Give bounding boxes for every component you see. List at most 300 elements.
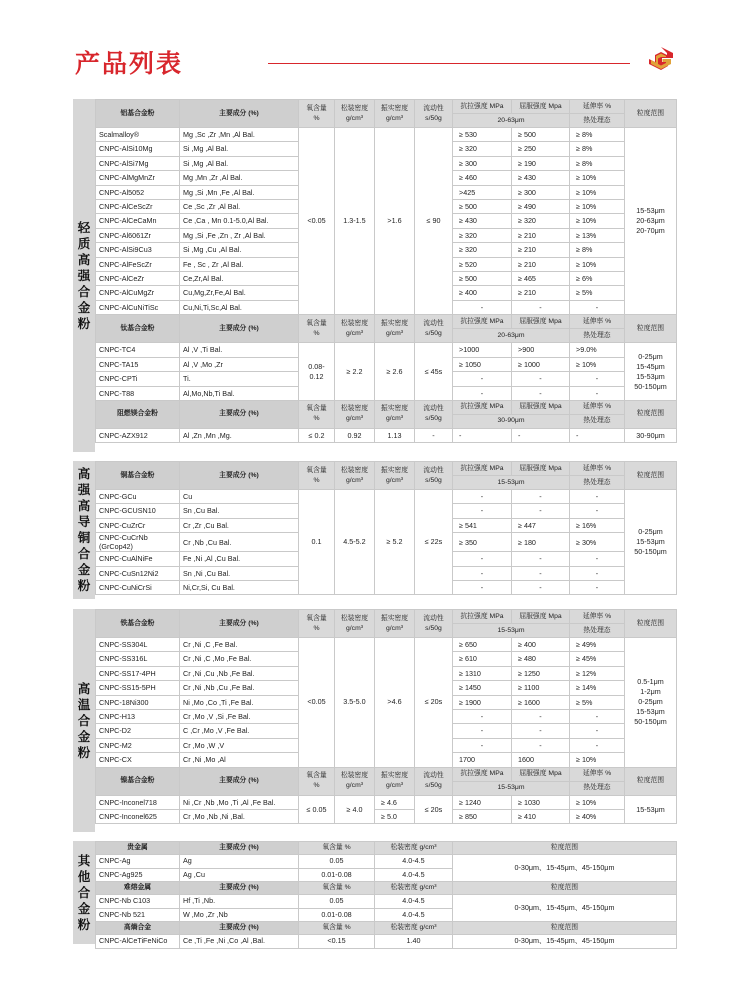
composition: Sn ,Cu Bal. — [180, 504, 299, 518]
elongation: ≥ 10% — [570, 200, 625, 214]
column-subheader: 热处理态 — [570, 624, 625, 638]
product-name: CNPC-CuSn12Ni2 — [96, 566, 180, 580]
composition: Ni,Cr,Si, Cu Bal. — [180, 581, 299, 595]
column-header: 流动性 s/50g — [415, 767, 453, 795]
yield-strength: ≥ 490 — [512, 200, 570, 214]
column-header: 流动性 s/50g — [415, 462, 453, 490]
column-header: 屈服强度 Mpa — [512, 462, 570, 476]
table-row — [96, 428, 677, 442]
section-label-char: 合 — [77, 712, 91, 728]
section-label — [73, 609, 95, 832]
product-name: CNPC-AlMgMnZr — [96, 171, 180, 185]
composition: Al ,V ,Mo ,Zr — [180, 357, 299, 371]
section-label-char: 金 — [77, 562, 91, 577]
bulk-density: 4.0-4.5 — [375, 908, 453, 922]
product-name: CNPC-SS15-5PH — [96, 681, 180, 695]
column-header: 粒度范围 — [625, 462, 677, 490]
oxygen-content: <0.05 — [299, 128, 335, 315]
column-header: 主要成分 (%) — [180, 882, 299, 895]
yield-strength: ≥ 1600 — [512, 695, 570, 709]
product-table-other — [95, 841, 677, 949]
tensile-strength: - — [453, 300, 512, 314]
section-label — [73, 461, 95, 599]
yield-strength: - — [512, 581, 570, 595]
tensile-strength: ≥ 1240 — [453, 795, 512, 809]
product-name: CNPC-D2 — [96, 724, 180, 738]
section-label-char: 金 — [77, 728, 91, 744]
product-name: CNPC-Al6061Zr — [96, 228, 180, 242]
column-header: 主要成分 (%) — [180, 842, 299, 855]
product-name: CNPC-CuNiCrSi — [96, 581, 180, 595]
elongation: - — [570, 490, 625, 504]
bulk-density: 1.40 — [375, 935, 453, 949]
tap-density: ≥ 2.6 — [375, 343, 415, 401]
product-name: CNPC-AlFeScZr — [96, 257, 180, 271]
column-header: 粒度范围 — [453, 922, 677, 935]
elongation: - — [570, 566, 625, 580]
product-name: CNPC-AlCeZr — [96, 272, 180, 286]
section-label-char: 高 — [77, 680, 91, 696]
product-name: CNPC-SS17-4PH — [96, 666, 180, 680]
yield-strength: ≥ 1100 — [512, 681, 570, 695]
table-cell: 0.92 — [335, 428, 375, 442]
yield-strength: ≥ 210 — [512, 286, 570, 300]
section-label-char: 高 — [77, 498, 91, 513]
flowability: ≤ 20s — [415, 638, 453, 768]
composition: Cr ,Ni ,C ,Fe Bal. — [180, 638, 299, 652]
tensile-strength: - — [453, 386, 512, 400]
title-divider — [268, 63, 630, 64]
elongation: - — [570, 428, 625, 442]
particle-size: 0-25μm 15-53μm 50-150μm — [625, 490, 677, 595]
tensile-strength: - — [453, 738, 512, 752]
column-subheader: 热处理态 — [570, 781, 625, 795]
yield-strength: - — [512, 490, 570, 504]
elongation: ≥ 12% — [570, 666, 625, 680]
tensile-strength: - — [453, 724, 512, 738]
elongation: ≥ 8% — [570, 142, 625, 156]
column-header: 松装密度 g/cm³ — [335, 462, 375, 490]
flowability: ≤ 45s — [415, 343, 453, 401]
product-name: CNPC-Inconel625 — [96, 810, 180, 824]
elongation: ≥ 6% — [570, 272, 625, 286]
composition: Fe ,Ni ,Al ,Cu Bal. — [180, 552, 299, 566]
column-header: 氧含量 % — [299, 400, 335, 428]
column-header: 抗拉强度 MPa — [453, 315, 512, 329]
column-header: 松装密度 g/cm³ — [335, 767, 375, 795]
column-subheader: 15-53μm — [453, 781, 570, 795]
column-header: 贵金属 — [96, 842, 180, 855]
yield-strength: >900 — [512, 343, 570, 357]
product-table-high-temp — [95, 609, 677, 824]
column-header: 流动性 s/50g — [415, 315, 453, 343]
particle-size: 15-53μm — [625, 795, 677, 824]
tensile-strength: ≥ 500 — [453, 200, 512, 214]
composition: Ag ,Cu — [180, 868, 299, 882]
yield-strength: ≥ 210 — [512, 243, 570, 257]
elongation: ≥ 8% — [570, 156, 625, 170]
yield-strength: ≥ 410 — [512, 810, 570, 824]
product-name: CNPC-AlCuNiTiSc — [96, 300, 180, 314]
column-header: 粒度范围 — [625, 400, 677, 428]
yield-strength: ≥ 1030 — [512, 795, 570, 809]
column-header: 延伸率 % — [570, 400, 625, 414]
yield-strength: - — [512, 504, 570, 518]
product-name: CNPC-18Ni300 — [96, 695, 180, 709]
column-header: 抗拉强度 MPa — [453, 610, 512, 624]
yield-strength: ≥ 250 — [512, 142, 570, 156]
column-header: 氧含量 % — [299, 922, 375, 935]
elongation: - — [570, 372, 625, 386]
column-header: 延伸率 % — [570, 315, 625, 329]
elongation: ≥ 8% — [570, 128, 625, 142]
section-label-char: 高 — [77, 466, 91, 481]
composition: Cr ,Zr ,Cu Bal. — [180, 518, 299, 532]
section-light-alloys — [73, 99, 676, 452]
tensile-strength: - — [453, 428, 512, 442]
flowability: ≤ 20s — [415, 795, 453, 824]
column-header: 延伸率 % — [570, 462, 625, 476]
column-subheader: 热处理态 — [570, 414, 625, 428]
tensile-strength: ≥ 320 — [453, 142, 512, 156]
column-header: 松装密度 g/cm³ — [375, 842, 453, 855]
product-name: CNPC-Nb C103 — [96, 895, 180, 909]
column-header: 主要成分 (%) — [180, 315, 299, 343]
column-header: 松装密度 g/cm³ — [335, 100, 375, 128]
column-subheader: 热处理态 — [570, 476, 625, 490]
composition: Ag — [180, 855, 299, 869]
product-name: CNPC-M2 — [96, 738, 180, 752]
composition: Ti. — [180, 372, 299, 386]
section-label-char: 其 — [77, 852, 91, 868]
product-name: CNPC-AlCeTiFeNiCo — [96, 935, 180, 949]
oxygen-content: 0.08- 0.12 — [299, 343, 335, 401]
yield-strength: ≥ 300 — [512, 185, 570, 199]
composition: Cr ,Mo ,V ,Si ,Fe Bal. — [180, 710, 299, 724]
composition: Ce,Zr,Al Bal. — [180, 272, 299, 286]
elongation: ≥ 5% — [570, 286, 625, 300]
elongation: >9.0% — [570, 343, 625, 357]
table-row — [96, 810, 677, 824]
table-row — [96, 795, 677, 809]
oxygen-content: 0.05 — [299, 855, 375, 869]
tensile-strength: - — [453, 490, 512, 504]
elongation: - — [570, 724, 625, 738]
elongation: ≥ 49% — [570, 638, 625, 652]
composition: Mg ,Si ,Fe ,Zn , Zr ,Al Bal. — [180, 228, 299, 242]
table-header-row — [96, 100, 677, 114]
tensile-strength: ≥ 320 — [453, 228, 512, 242]
oxygen-content: ≤ 0.05 — [299, 795, 335, 824]
yield-strength: ≥ 190 — [512, 156, 570, 170]
column-subheader: 15-53μm — [453, 476, 570, 490]
particle-size: 0-30μm、15-45μm、45-150μm — [453, 935, 677, 949]
product-name: CNPC-GCu — [96, 490, 180, 504]
section-label-char: 合 — [77, 884, 91, 900]
tensile-strength: ≥ 350 — [453, 533, 512, 552]
table-row — [96, 935, 677, 949]
elongation: ≥ 16% — [570, 518, 625, 532]
column-header: 氧含量 % — [299, 767, 335, 795]
column-subheader: 15-53μm — [453, 624, 570, 638]
column-header: 延伸率 % — [570, 767, 625, 781]
tensile-strength: ≥ 1050 — [453, 357, 512, 371]
composition: Si ,Mg ,Al Bal. — [180, 142, 299, 156]
tensile-strength: ≥ 541 — [453, 518, 512, 532]
composition: Ni ,Cr ,Nb ,Mo ,Ti ,Al ,Fe Bal. — [180, 795, 299, 809]
column-header: 阻燃镁合金粉 — [96, 400, 180, 428]
section-label-char: 粉 — [77, 916, 91, 932]
table-row — [96, 638, 677, 652]
column-header: 主要成分 (%) — [180, 922, 299, 935]
tensile-strength: ≥ 650 — [453, 638, 512, 652]
elongation: ≥ 10% — [570, 795, 625, 809]
yield-strength: ≥ 480 — [512, 652, 570, 666]
tap-density: ≥ 5.0 — [375, 810, 415, 824]
yield-strength: ≥ 180 — [512, 533, 570, 552]
yield-strength: - — [512, 710, 570, 724]
particle-size: 0-30μm、15-45μm、45-150μm — [453, 855, 677, 882]
section-label-char: 金 — [77, 299, 91, 315]
section-label-char: 轻 — [77, 219, 91, 235]
product-name: CNPC-Ag925 — [96, 868, 180, 882]
elongation: ≥ 10% — [570, 185, 625, 199]
column-header: 松装密度 g/cm³ — [375, 882, 453, 895]
tensile-strength: - — [453, 504, 512, 518]
table-header-row — [96, 610, 677, 624]
composition: Al,Mo,Nb,Ti Bal. — [180, 386, 299, 400]
section-label-char: 强 — [77, 482, 91, 497]
elongation: - — [570, 738, 625, 752]
composition: Mg ,Sc ,Zr ,Mn ,Al Bal. — [180, 128, 299, 142]
product-name: CNPC-Al5052 — [96, 185, 180, 199]
composition: Cr ,Ni ,C ,Mo ,Fe Bal. — [180, 652, 299, 666]
column-header: 主要成分 (%) — [180, 462, 299, 490]
table-cell: - — [415, 428, 453, 442]
bulk-density: 4.0-4.5 — [375, 868, 453, 882]
table-row — [96, 128, 677, 142]
flowability: ≤ 90 — [415, 128, 453, 315]
composition: Cu,Ni,Ti,Sc,Al Bal. — [180, 300, 299, 314]
section-high-temp-alloys — [73, 609, 676, 832]
bulk-density: 1.3-1.5 — [335, 128, 375, 315]
table-row — [96, 855, 677, 869]
column-header: 难熔金属 — [96, 882, 180, 895]
yield-strength: ≥ 430 — [512, 171, 570, 185]
tensile-strength: ≥ 500 — [453, 272, 512, 286]
column-header: 延伸率 % — [570, 100, 625, 114]
company-logo-icon — [647, 46, 675, 74]
elongation: ≥ 14% — [570, 681, 625, 695]
elongation: - — [570, 504, 625, 518]
yield-strength: - — [512, 428, 570, 442]
yield-strength: ≥ 447 — [512, 518, 570, 532]
column-header: 振实密度 g/cm³ — [375, 315, 415, 343]
tensile-strength: 1700 — [453, 753, 512, 767]
yield-strength: ≥ 500 — [512, 128, 570, 142]
column-header: 铝基合金粉 — [96, 100, 180, 128]
table-row — [96, 895, 677, 909]
column-subheader: 热处理态 — [570, 114, 625, 128]
product-name: CNPC-T88 — [96, 386, 180, 400]
table-header-row — [96, 462, 677, 476]
tensile-strength: - — [453, 581, 512, 595]
column-subheader: 20-63μm — [453, 329, 570, 343]
column-header: 抗拉强度 MPa — [453, 100, 512, 114]
column-header: 氧含量 % — [299, 610, 335, 638]
column-header: 主要成分 (%) — [180, 610, 299, 638]
column-header: 粒度范围 — [625, 100, 677, 128]
tensile-strength: ≥ 850 — [453, 810, 512, 824]
composition: C ,Cr ,Mo ,V ,Fe Bal. — [180, 724, 299, 738]
product-name: CNPC-AlCeCaMn — [96, 214, 180, 228]
section-label-char: 高 — [77, 251, 91, 267]
tensile-strength: ≥ 460 — [453, 171, 512, 185]
product-name: CNPC-SS304L — [96, 638, 180, 652]
elongation: ≥ 10% — [570, 214, 625, 228]
tensile-strength: - — [453, 566, 512, 580]
composition: Cr ,Mo ,Nb ,Ni ,Bal. — [180, 810, 299, 824]
table-header-row — [96, 882, 677, 895]
product-name: CNPC-Inconel718 — [96, 795, 180, 809]
oxygen-content: 0.01-0.08 — [299, 908, 375, 922]
section-label — [73, 99, 95, 452]
composition: Ce ,Sc ,Zr ,Al Bal. — [180, 200, 299, 214]
column-header: 松装密度 g/cm³ — [375, 922, 453, 935]
bulk-density: ≥ 2.2 — [335, 343, 375, 401]
column-header: 松装密度 g/cm³ — [335, 400, 375, 428]
table-header-row — [96, 767, 677, 781]
composition: Mg ,Mn ,Zr ,Al Bal. — [180, 171, 299, 185]
section-label-char: 粉 — [77, 315, 91, 331]
tensile-strength: - — [453, 710, 512, 724]
yield-strength: - — [512, 372, 570, 386]
product-table-aluminum — [95, 99, 677, 443]
section-label-char: 合 — [77, 546, 91, 561]
column-header: 粒度范围 — [453, 842, 677, 855]
column-subheader: 20-63μm — [453, 114, 570, 128]
column-header: 振实密度 g/cm³ — [375, 462, 415, 490]
tensile-strength: ≥ 1310 — [453, 666, 512, 680]
oxygen-content: <0.05 — [299, 638, 335, 768]
product-name: CNPC-Ag — [96, 855, 180, 869]
yield-strength: ≥ 210 — [512, 228, 570, 242]
flowability: ≤ 22s — [415, 490, 453, 595]
yield-strength: ≥ 210 — [512, 257, 570, 271]
elongation: - — [570, 710, 625, 724]
product-name: CNPC-AlCuMgZr — [96, 286, 180, 300]
bulk-density: 4.5-5.2 — [335, 490, 375, 595]
composition: Cr ,Mo ,W ,V — [180, 738, 299, 752]
column-header: 松装密度 g/cm³ — [335, 610, 375, 638]
column-header: 粒度范围 — [625, 315, 677, 343]
section-label — [73, 841, 95, 944]
section-label-char: 导 — [77, 514, 91, 529]
column-header: 铜基合金粉 — [96, 462, 180, 490]
composition: Fe , Sc , Zr ,Al Bal. — [180, 257, 299, 271]
product-name: CNPC-H13 — [96, 710, 180, 724]
tensile-strength: ≥ 430 — [453, 214, 512, 228]
column-header: 屈服强度 Mpa — [512, 400, 570, 414]
composition: Hf ,Ti ,Nb. — [180, 895, 299, 909]
table-cell: ≤ 0.2 — [299, 428, 335, 442]
bulk-density: ≥ 4.0 — [335, 795, 375, 824]
composition: Al ,V ,Ti Bal. — [180, 343, 299, 357]
elongation: - — [570, 552, 625, 566]
tensile-strength: ≥ 300 — [453, 156, 512, 170]
particle-size: 15-53μm 20-63μm 20-70μm — [625, 128, 677, 315]
section-other-alloys — [73, 841, 676, 944]
column-header: 镍基合金粉 — [96, 767, 180, 795]
column-header: 振实密度 g/cm³ — [375, 767, 415, 795]
column-header: 屈服强度 Mpa — [512, 315, 570, 329]
column-header: 氧含量 % — [299, 100, 335, 128]
composition: Ni ,Mo ,Co ,Ti ,Fe Bal. — [180, 695, 299, 709]
particle-size: 0-25μm 15-45μm 15-53μm 50-150μm — [625, 343, 677, 401]
composition: Cu,Mg,Zr,Fe,Al Bal. — [180, 286, 299, 300]
tensile-strength: ≥ 400 — [453, 286, 512, 300]
column-subheader: 30-90μm — [453, 414, 570, 428]
product-name: Scalmalloy® — [96, 128, 180, 142]
product-name: CNPC-Nb 521 — [96, 908, 180, 922]
product-name: CNPC-CuCrNb (GrCop42) — [96, 533, 180, 552]
product-name: CNPC-TC4 — [96, 343, 180, 357]
product-name: CNPC-SS316L — [96, 652, 180, 666]
column-header: 氧含量 % — [299, 882, 375, 895]
section-label-char: 粉 — [77, 578, 91, 593]
composition: Cr ,Ni ,Cu ,Nb ,Fe Bal. — [180, 666, 299, 680]
composition: Si ,Mg ,Al Bal. — [180, 156, 299, 170]
composition: Cu — [180, 490, 299, 504]
tensile-strength: - — [453, 552, 512, 566]
composition: Al ,Zn ,Mn ,Mg. — [180, 428, 299, 442]
tensile-strength: ≥ 520 — [453, 257, 512, 271]
column-header: 主要成分 (%) — [180, 100, 299, 128]
composition: Mg ,Si ,Mn ,Fe ,Al Bal. — [180, 185, 299, 199]
column-header: 松装密度 g/cm³ — [335, 315, 375, 343]
table-cell: 1.13 — [375, 428, 415, 442]
composition: Cr ,Ni ,Nb ,Cu ,Fe Bal. — [180, 681, 299, 695]
product-name: CNPC-AlSi9Cu3 — [96, 243, 180, 257]
oxygen-content: 0.1 — [299, 490, 335, 595]
elongation: ≥ 10% — [570, 357, 625, 371]
table-header-row — [96, 315, 677, 329]
column-header: 主要成分 (%) — [180, 767, 299, 795]
particle-size: 0.5-1μm 1-2μm 0-25μm 15-53μm 50-150μm — [625, 638, 677, 768]
section-label-char: 金 — [77, 900, 91, 916]
section-label-char: 强 — [77, 267, 91, 283]
column-header: 粒度范围 — [625, 767, 677, 795]
composition: Ce ,Ti ,Fe ,Ni ,Co ,Al ,Bal. — [180, 935, 299, 949]
section-label-char: 温 — [77, 696, 91, 712]
column-header: 流动性 s/50g — [415, 610, 453, 638]
elongation: ≥ 10% — [570, 753, 625, 767]
column-header: 振实密度 g/cm³ — [375, 100, 415, 128]
column-header: 氧含量 % — [299, 842, 375, 855]
yield-strength: - — [512, 724, 570, 738]
yield-strength: - — [512, 300, 570, 314]
column-header: 屈服强度 Mpa — [512, 767, 570, 781]
yield-strength: - — [512, 566, 570, 580]
yield-strength: ≥ 1000 — [512, 357, 570, 371]
yield-strength: ≥ 465 — [512, 272, 570, 286]
elongation: ≥ 45% — [570, 652, 625, 666]
tap-density: >1.6 — [375, 128, 415, 315]
composition: Sn ,Ni ,Cu Bal. — [180, 566, 299, 580]
elongation: ≥ 40% — [570, 810, 625, 824]
column-header: 抗拉强度 MPa — [453, 462, 512, 476]
tap-density: ≥ 4.6 — [375, 795, 415, 809]
